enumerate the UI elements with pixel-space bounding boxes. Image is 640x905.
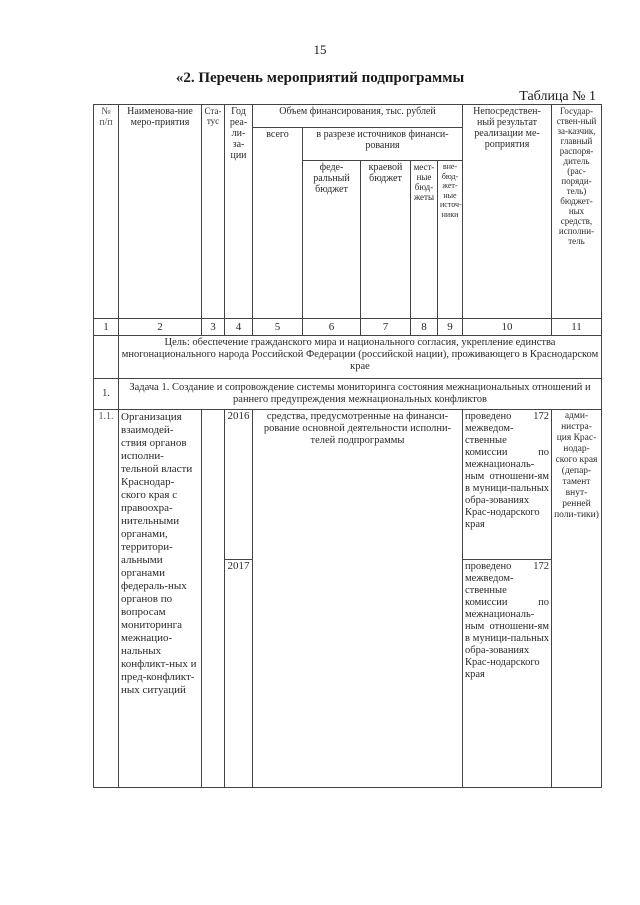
goal-num-cell bbox=[94, 336, 119, 379]
header-num: № п/п bbox=[94, 105, 119, 319]
item-status bbox=[202, 410, 225, 788]
column-number: 4 bbox=[225, 319, 253, 336]
column-number: 10 bbox=[463, 319, 552, 336]
table-number: Таблица № 1 bbox=[519, 89, 596, 104]
item-result: проведено 172 межведом-ственные комиссии по межнациональ-ным отношени-ям в муници-пальных обра-зованиях Крас-нодарского края bbox=[463, 560, 552, 788]
header-regional: краевой бюджет bbox=[361, 161, 411, 319]
page-number: 15 bbox=[313, 42, 327, 57]
header-result: Непосредствен-ный результат реализации ме-роприятия bbox=[463, 105, 552, 319]
item-year: 2016 bbox=[225, 410, 253, 560]
item-result: проведено 172 межведом-ственные комиссии по межнациональ-ным отношени-ям в муници-пальных обра-зованиях Крас-нодарского края bbox=[463, 410, 552, 560]
header-row bbox=[94, 105, 602, 128]
column-numbers-row bbox=[94, 319, 602, 336]
column-number: 3 bbox=[202, 319, 225, 336]
column-number: 8 bbox=[411, 319, 438, 336]
page-title: «2. Перечень мероприятий подпрограммы bbox=[175, 70, 465, 86]
goal-row bbox=[94, 336, 602, 379]
header-status: Ста-тус bbox=[202, 105, 225, 319]
item-year: 2017 bbox=[225, 560, 253, 788]
column-number: 5 bbox=[253, 319, 303, 336]
item-responsible: адми-нистра-ция Крас-нодар-ского края (депар-тамент внут-ренней поли-тики) bbox=[552, 410, 602, 788]
header-customer: Государ-ствен-ный за-казчик, главный распоря-дитель (рас-поряди-тель) бюджет-ных средств, исполни-тель bbox=[552, 105, 602, 319]
goal-text: Цель: обеспечение гражданского мира и национального согласия, укрепление единства многонационального народа Российской Федерации (российской нации), проживающего в Краснодарском крае bbox=[119, 336, 602, 379]
column-number: 7 bbox=[361, 319, 411, 336]
header-name: Наименова-ние меро-приятия bbox=[119, 105, 202, 319]
header-finance: Объем финансирования, тыс. рублей bbox=[253, 105, 463, 128]
header-local: мест-ные бюд-жеты bbox=[411, 161, 438, 319]
measures-table bbox=[93, 104, 602, 788]
task-row bbox=[94, 379, 602, 410]
column-number: 2 bbox=[119, 319, 202, 336]
header-total: всего bbox=[253, 128, 303, 319]
header-federal: феде-ральный бюджет bbox=[303, 161, 361, 319]
item-name: Организация взаимодей-ствия органов исполни-тельной власти Краснодар-ского края с правоохра-нительными органами, территори-альными органами федераль-ных органов по вопросам мониторинга межнацио-нальных конфликт-ных и пред-конфликт-ных ситуаций bbox=[119, 410, 202, 788]
item-num: 1.1. bbox=[94, 410, 119, 788]
task-text: Задача 1. Создание и сопровождение системы мониторинга состояния межнациональных отношений и раннего предупреждения межнациональных конфликтов bbox=[119, 379, 602, 410]
item-financing: средства, предусмотренные на финанси-рование основной деятельности исполни-телей подпрограммы bbox=[253, 410, 463, 788]
column-number: 1 bbox=[94, 319, 119, 336]
task-num: 1. bbox=[94, 379, 119, 410]
column-number: 6 bbox=[303, 319, 361, 336]
column-number: 11 bbox=[552, 319, 602, 336]
item-row bbox=[94, 410, 602, 560]
header-extra: вне-бюд-жет-ные источ-ники bbox=[438, 161, 463, 319]
column-number: 9 bbox=[438, 319, 463, 336]
header-by-sources: в разрезе источников финанси-рования bbox=[303, 128, 463, 161]
header-year: Год реа-ли-за-ции bbox=[225, 105, 253, 319]
